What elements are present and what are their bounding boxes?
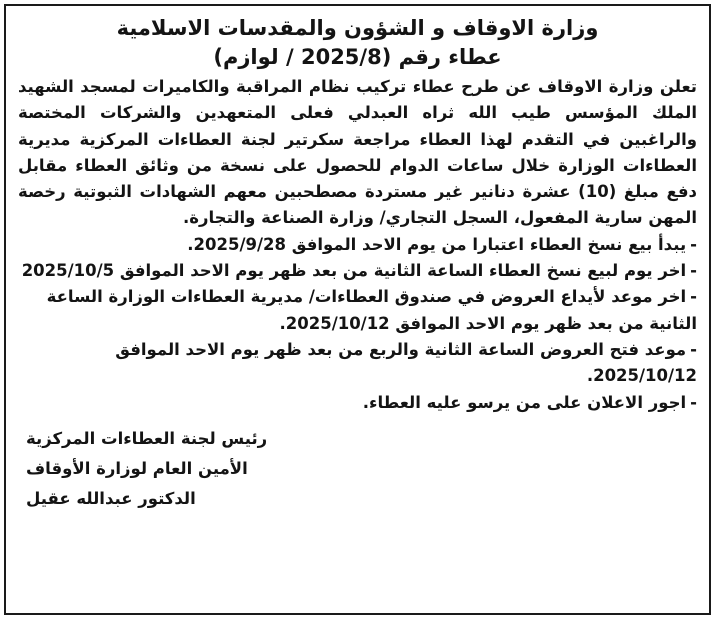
ministry-title: وزارة الاوقاف و الشؤون والمقدسات الاسلامية xyxy=(116,16,599,40)
list-item-text: اجور الاعلان على من يرسو عليه العطاء. xyxy=(362,392,687,412)
list-item-text: يبدأ بيع نسخ العطاء اعتبارا من يوم الاحد الموافق 2025/9/28. xyxy=(187,234,687,254)
list-item xyxy=(18,232,697,258)
announcement-frame xyxy=(4,4,711,615)
signature-name: الدكتور عبدالله عقيل xyxy=(26,488,196,508)
list-item-text: موعد فتح العروض الساعة الثانية والربع من بعد ظهر يوم الاحد الموافق 2025/10/12. xyxy=(115,339,697,386)
signature-block xyxy=(18,424,697,514)
tender-announcement xyxy=(6,6,709,514)
list-dash: - xyxy=(690,261,697,281)
list-dash: - xyxy=(690,339,697,359)
list-dash: - xyxy=(690,234,697,254)
list-item-text: اخر يوم لبيع نسخ العطاء الساعة الثانية من بعد ظهر يوم الاحد الموافق 2025/10/5 xyxy=(21,261,687,281)
tender-dates-list xyxy=(18,232,697,416)
list-dash: - xyxy=(690,392,697,412)
list-dash: - xyxy=(690,287,697,307)
signature-lines xyxy=(18,424,322,514)
list-item xyxy=(18,258,697,284)
list-item-text: اخر موعد لأيداع العروض في صندوق العطاءات/ مديرية العطاءات الوزارة الساعة الثانية من بعد ظهر يوم الاحد الموافق 2025/10/12. xyxy=(46,287,697,333)
list-item xyxy=(18,390,697,416)
list-item xyxy=(18,337,697,390)
signature-committee-head: رئيس لجنة العطاءات المركزية xyxy=(26,428,268,448)
list-item xyxy=(18,284,697,337)
announcement-paragraph: تعلن وزارة الاوقاف عن طرح عطاء تركيب نظام المراقبة والكاميرات لمسجد الشهيد الملك المؤسس طيب الله ثراه العبدلي فعلى المتعهدين والشركات المختصة والراغبين في التقدم لهذا العطاء مراجعة سكرتير لجنة العطاءات المركزية مديرية العطاءات الوزارة خلال ساعات الدوام للحصول على نسخة من وثائق العطاء مقابل دفع مبلغ (10) عشرة دنانير غير مستردة مصطحبين معهم الشهادات الثبوتية رخصة المهن سارية المفعول، السجل التجاري/ وزارة الصناعة والتجارة. xyxy=(18,77,698,228)
signature-secretary-general: الأمين العام لوزارة الأوقاف xyxy=(26,458,248,478)
tender-number: عطاء رقم (2025/8 / لوازم) xyxy=(213,45,502,69)
